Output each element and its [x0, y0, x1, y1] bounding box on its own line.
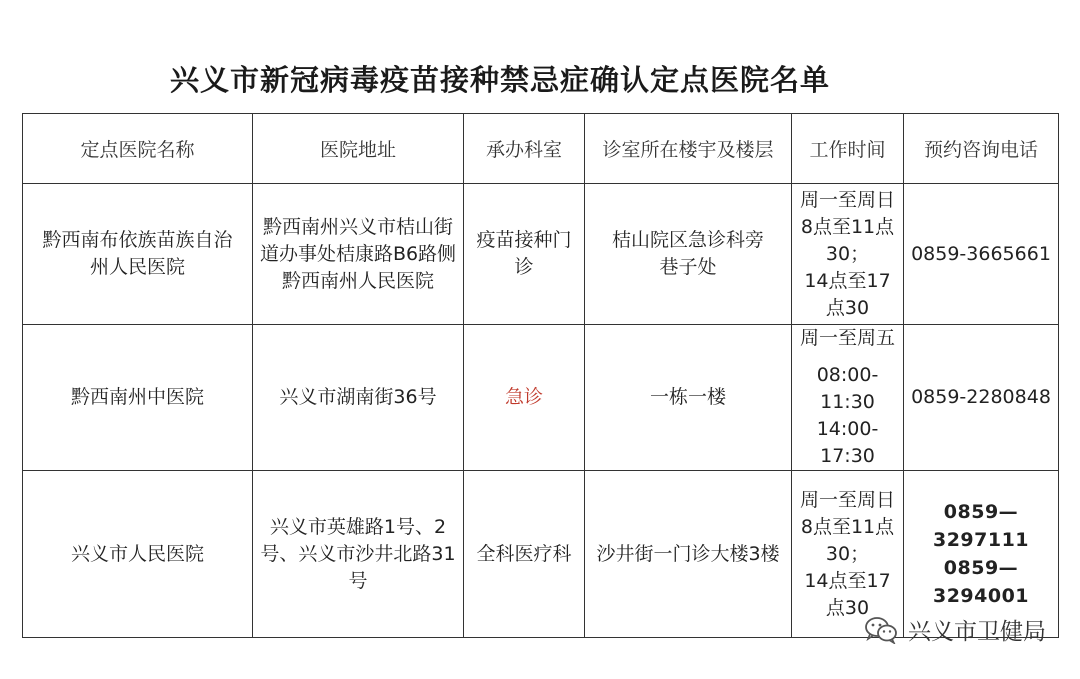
clinic-location: 桔山院区急诊科旁巷子处 — [585, 184, 792, 325]
clinic-location: 一栋一楼 — [585, 325, 792, 471]
header-phone: 预约咨询电话 — [904, 114, 1059, 184]
phone-number: 0859-2280848 — [911, 386, 1051, 408]
working-hours: 周一至周日8点至11点30； 14点至17点30 — [792, 184, 904, 325]
table-row — [23, 325, 1059, 471]
hospital-address: 兴义市英雄路1号、2号、兴义市沙井北路31号 — [253, 471, 464, 638]
page-title: 兴义市新冠病毒疫苗接种禁忌症确认定点医院名单 — [169, 63, 830, 97]
department: 急诊 — [464, 325, 585, 471]
watermark-label: 兴义市卫健局 — [908, 619, 1046, 645]
hospital-name: 兴义市人民医院 — [23, 471, 253, 638]
phone — [904, 325, 1059, 471]
hospital-name: 黔西南布依族苗族自治州人民医院 — [23, 184, 253, 325]
wechat-icon — [864, 616, 898, 644]
phone — [904, 184, 1059, 325]
source-watermark — [864, 613, 1046, 646]
header-hospital-name: 定点医院名称 — [23, 114, 253, 184]
working-hours: 周一至周日8点至11点30； 14点至17点30 — [792, 471, 904, 638]
clinic-location: 沙井街一门诊大楼3楼 — [585, 471, 792, 638]
working-hours: 周一至周五 08:00-11:30 14:00-17:30 — [792, 325, 904, 471]
department: 疫苗接种门诊 — [464, 184, 585, 325]
hospital-address: 黔西南州兴义市桔山街道办事处桔康路B6路侧黔西南州人民医院 — [253, 184, 464, 325]
header-clinic-location: 诊室所在楼宇及楼层 — [585, 114, 792, 184]
header-working-hours: 工作时间 — [792, 114, 904, 184]
department: 全科医疗科 — [464, 471, 585, 638]
header-hospital-address: 医院地址 — [253, 114, 464, 184]
table-row — [23, 184, 1059, 325]
hospital-table — [22, 113, 1059, 638]
phone-number: 0859-3665661 — [911, 242, 1051, 265]
hospital-name: 黔西南州中医院 — [23, 325, 253, 471]
phone-number: 0859—3294001 — [932, 557, 1030, 607]
hospital-address: 兴义市湖南街36号 — [253, 325, 464, 471]
header-department: 承办科室 — [464, 114, 585, 184]
table-header-row — [23, 114, 1059, 184]
phone-number: 0859—3297111 — [932, 501, 1030, 551]
